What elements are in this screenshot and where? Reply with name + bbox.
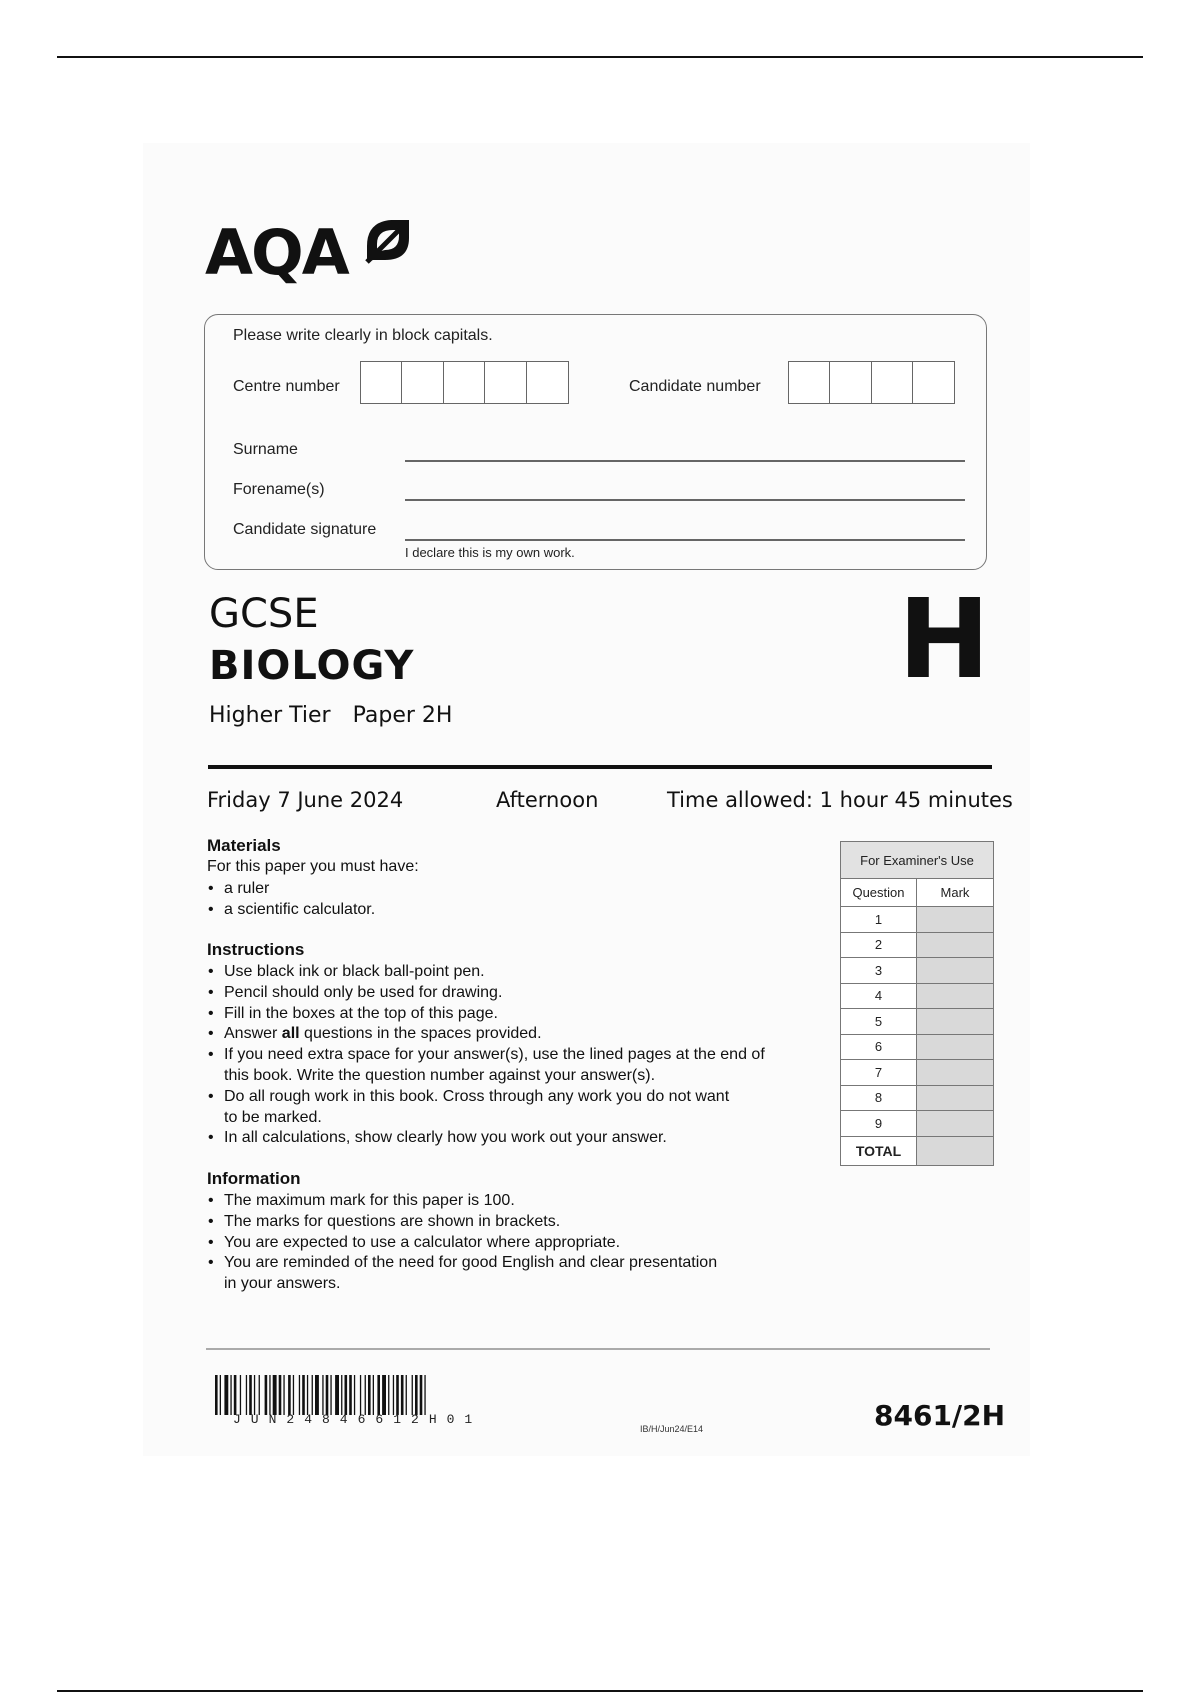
tier-label: Higher Tier: [209, 703, 331, 728]
aqa-leaf-icon: [363, 216, 413, 264]
mark-cell: [917, 1085, 994, 1111]
declaration-text: I declare this is my own work.: [405, 545, 575, 560]
barcode-text: JUN24846612H01: [233, 1412, 483, 1427]
information-heading: Information: [207, 1169, 301, 1188]
surname-label: Surname: [233, 441, 298, 458]
centre-number-boxes: [361, 361, 569, 404]
mark-cell: [917, 1060, 994, 1086]
list-item: • If you need extra space for your answer(s), use the lined pages at the end of: [207, 1045, 765, 1066]
list-item: • The marks for questions are shown in brackets.: [207, 1212, 717, 1233]
paper-label: Paper 2H: [352, 703, 453, 728]
mark-cell: [917, 958, 994, 984]
question-number: 7: [841, 1060, 917, 1086]
qualification-title: GCSE: [209, 591, 319, 637]
examiners-use-table: [840, 841, 994, 1166]
mark-cell: [917, 932, 994, 958]
table-row: [841, 932, 994, 958]
logo-text: AQA: [205, 216, 348, 289]
signature-field[interactable]: [405, 539, 965, 541]
centre-number-digit-box[interactable]: [526, 361, 569, 404]
candidate-number-digit-box[interactable]: [788, 361, 831, 404]
instructions-list: [207, 962, 765, 1149]
question-number: 9: [841, 1111, 917, 1137]
subject-title: BIOLOGY: [209, 643, 415, 689]
question-number: 4: [841, 983, 917, 1009]
candidate-number-digit-box[interactable]: [871, 361, 914, 404]
top-rule: [57, 56, 1143, 58]
list-item-continuation: this book. Write the question number against your answer(s).: [224, 1066, 656, 1084]
table-row: [841, 1060, 994, 1086]
surname-field[interactable]: [405, 460, 965, 462]
mark-cell: [917, 907, 994, 933]
centre-number-label: Centre number: [233, 378, 340, 395]
question-number: 6: [841, 1034, 917, 1060]
materials-intro: For this paper you must have:: [207, 858, 419, 875]
total-label: TOTAL: [841, 1136, 917, 1165]
total-mark-cell: [917, 1136, 994, 1165]
information-list: [207, 1191, 717, 1295]
centre-number-digit-box[interactable]: [484, 361, 527, 404]
bottom-rule: [57, 1690, 1143, 1692]
forenames-field[interactable]: [405, 499, 965, 501]
centre-number-digit-box[interactable]: [360, 361, 403, 404]
table-row: [841, 907, 994, 933]
question-number: 1: [841, 907, 917, 933]
title-divider: [208, 765, 992, 769]
list-item: • Answer all questions in the spaces provided.: [207, 1024, 765, 1045]
list-item: • You are reminded of the need for good English and clear presentation: [207, 1253, 717, 1274]
table-row: [841, 1009, 994, 1035]
materials-list: [207, 879, 375, 921]
table-title: For Examiner's Use: [841, 842, 994, 879]
table-row: [841, 1136, 994, 1165]
mark-cell: [917, 983, 994, 1009]
column-header-question: Question: [841, 879, 917, 907]
tier-and-paper: [209, 703, 474, 728]
table-row: [841, 958, 994, 984]
table-row: [841, 1034, 994, 1060]
aqa-logo: [205, 216, 415, 290]
barcode-icon: [215, 1375, 531, 1415]
block-capitals-instruction: Please write clearly in block capitals.: [233, 327, 493, 344]
candidate-number-boxes: [789, 361, 955, 404]
list-item: • The maximum mark for this paper is 100.: [207, 1191, 717, 1212]
mark-cell: [917, 1111, 994, 1137]
candidate-number-digit-box[interactable]: [829, 361, 872, 404]
candidate-number-label: Candidate number: [629, 378, 761, 395]
list-item: • a scientific calculator.: [207, 900, 375, 921]
list-item: • You are expected to use a calculator where appropriate.: [207, 1233, 717, 1254]
question-number: 8: [841, 1085, 917, 1111]
list-item: • Fill in the boxes at the top of this page.: [207, 1004, 765, 1025]
instructions-heading: Instructions: [207, 940, 305, 959]
list-item-continuation: in your answers.: [224, 1275, 341, 1293]
list-item-continuation: to be marked.: [224, 1108, 322, 1126]
centre-number-digit-box[interactable]: [443, 361, 486, 404]
exam-date: Friday 7 June 2024: [207, 788, 404, 812]
list-item: • a ruler: [207, 879, 375, 900]
table-row: [841, 1111, 994, 1137]
table-row: [841, 983, 994, 1009]
tier-letter: H: [898, 575, 991, 703]
signature-label: Candidate signature: [233, 521, 377, 538]
reference-code: IB/H/Jun24/E14: [640, 1424, 704, 1434]
footer-divider: [206, 1348, 990, 1350]
list-item: • Do all rough work in this book. Cross through any work you do not want: [207, 1087, 765, 1108]
column-header-mark: Mark: [917, 879, 994, 907]
materials-heading: Materials: [207, 836, 281, 855]
table-row: [841, 1085, 994, 1111]
exam-session: Afternoon: [496, 788, 599, 812]
paper-code: 8461/2H: [874, 1399, 1006, 1432]
list-item: • Pencil should only be used for drawing.: [207, 983, 765, 1004]
question-number: 3: [841, 958, 917, 984]
mark-cell: [917, 1009, 994, 1035]
centre-number-digit-box[interactable]: [401, 361, 444, 404]
candidate-number-digit-box[interactable]: [912, 361, 955, 404]
forenames-label: Forename(s): [233, 481, 325, 498]
question-number: 2: [841, 932, 917, 958]
list-item: • In all calculations, show clearly how you work out your answer.: [207, 1128, 765, 1149]
question-number: 5: [841, 1009, 917, 1035]
mark-cell: [917, 1034, 994, 1060]
time-allowed: Time allowed: 1 hour 45 minutes: [667, 788, 1013, 812]
list-item: • Use black ink or black ball-point pen.: [207, 962, 765, 983]
